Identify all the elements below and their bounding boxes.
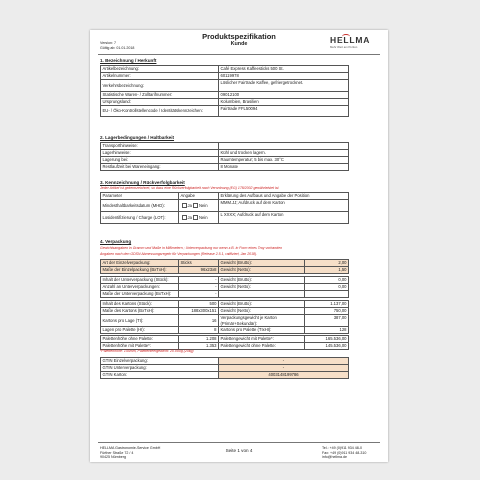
- table-row: [101, 212, 349, 224]
- gtin-table: [100, 357, 349, 379]
- row-value: 145.536,00: [305, 343, 349, 350]
- table-row: [101, 73, 349, 80]
- spec-document-page: [90, 30, 388, 462]
- row-value: Raumtemperatur; 5 bis max. 30°C: [219, 157, 349, 164]
- table-row: [101, 143, 349, 150]
- footer-street: Fürther Straße 72 / 4: [100, 450, 134, 455]
- row-label: Inhalt der Unterverpackung (Stück):: [101, 277, 179, 284]
- row-value: 387,00: [305, 315, 349, 327]
- logo-tagline: Mehr Wert am Portion: [330, 45, 358, 49]
- row-label: Palettengewicht ohne Palette:: [219, 343, 305, 350]
- row-value: Löslicher Fairtrade Kaffee, gefriergetrocknet.: [219, 80, 349, 92]
- packaging-table-a: [100, 259, 349, 274]
- document-subtitle: Kunde: [230, 41, 248, 47]
- row-label: Kartons pro Lage (TI):: [101, 315, 179, 327]
- checkbox[interactable]: [182, 215, 187, 220]
- pallet-note: *Palettenhöhe: 145mm, Palettenleergewicht: 20.000g (20kg): [100, 349, 194, 353]
- row-value: 60119978: [219, 73, 349, 80]
- table-row: [101, 336, 349, 343]
- row-value: -: [179, 277, 219, 284]
- hellma-logo: [330, 36, 378, 49]
- document-header: [98, 30, 380, 55]
- row-label: Losidentifizierung / Charge (LOT):: [101, 212, 179, 224]
- footer-company: HELLMA Gastronomie-Service GmbH: [100, 446, 161, 450]
- packaging-table-d: [100, 335, 349, 350]
- table-row: [101, 66, 349, 73]
- col-parameter: Parameter: [101, 193, 179, 200]
- footer-fax: Fax: +49 (0)911 934 48-310: [322, 450, 367, 455]
- table-row: [101, 150, 349, 157]
- footer-email[interactable]: info@hellma.de: [322, 455, 348, 460]
- checkbox[interactable]: [193, 203, 198, 208]
- row-label: Palettenhöhe mit Palette*:: [101, 343, 179, 350]
- nein-label: Nein: [198, 214, 208, 220]
- row-value: 165.536,00: [305, 336, 349, 343]
- row-label: Lagerhinweise:: [101, 150, 219, 157]
- row-value: 1.137,00: [305, 301, 349, 308]
- row-label: Gewicht (Netto):: [219, 267, 305, 274]
- table-row: [101, 200, 349, 212]
- document-title: Produktspezifikation: [202, 32, 276, 41]
- section-1-table: [100, 65, 349, 117]
- section-4-note-2: Angaben nach den GDSN Abmessungsregeln für Verpackungen (Release 2.5.1, ratifiziert, Jan 2018).: [100, 252, 258, 256]
- nein-label: Nein: [198, 202, 208, 208]
- row-value: 96x23x8: [179, 267, 219, 274]
- row-label: Kartons pro Palette (TIxHI):: [219, 327, 305, 334]
- table-row: [101, 284, 349, 291]
- logo-name: HELLMA: [330, 35, 371, 45]
- row-value: 0,00: [305, 284, 349, 291]
- row-value: 8 Monate: [219, 164, 349, 171]
- logo-arc-icon: [342, 34, 350, 39]
- row-value: Sticks: [179, 260, 219, 267]
- checkbox[interactable]: [193, 215, 198, 220]
- row-value: 1.208: [179, 336, 219, 343]
- section-3-title: 3. Kennzeichnung / Rückverfolgbarkeit: [100, 180, 185, 185]
- section-1-title: 1. Bezeichnung / Herkunft: [100, 58, 157, 63]
- row-value: 750,00: [305, 308, 349, 315]
- row-value: Kühl und trocken lagern.: [219, 150, 349, 157]
- row-value: Café Express Kaffeesticks 500 St.: [219, 66, 349, 73]
- table-row: [101, 80, 349, 92]
- table-row: [101, 372, 349, 379]
- footer-contact: [322, 446, 378, 460]
- row-label: Gewicht (Netto):: [219, 308, 305, 315]
- row-value: 09012100: [219, 92, 349, 99]
- row-value: L XXXX; Aufdruck auf dem Karton: [219, 212, 349, 224]
- row-label: Maße der Unterverpackung (BxTxH):: [101, 291, 179, 298]
- table-header-row: [101, 193, 349, 200]
- row-label: Maße des Kartons (BxTxH):: [101, 308, 179, 315]
- ja-label: Ja: [187, 202, 192, 208]
- col-angabe: Angabe: [179, 193, 219, 200]
- row-label: Palettenhöhe ohne Palette:: [101, 336, 179, 343]
- row-value: 1.353: [179, 343, 219, 350]
- section-2-title: 2. Lagerbedingungen / Haltbarkeit: [100, 135, 175, 140]
- packaging-table-b: [100, 276, 349, 298]
- row-label: Artikelbezeichnung:: [101, 66, 219, 73]
- row-label: Palettengewicht mit Palette*:: [219, 336, 305, 343]
- row-label: EU- / Öko-Kontrollstellencode / Identitätskennzeichen:: [101, 106, 219, 117]
- row-label: Transporthinweise:: [101, 143, 219, 150]
- row-value: 1,50: [305, 267, 349, 274]
- table-row: [101, 106, 349, 117]
- row-value: 128: [305, 327, 349, 334]
- footer-phone: Tel.: +49 (0)911 934 48-0: [322, 446, 362, 450]
- row-value: -: [179, 284, 219, 291]
- table-row: [101, 358, 349, 365]
- section-3-table: [100, 192, 349, 224]
- table-row: [101, 301, 349, 308]
- row-value: Fairtrade FFL50094: [219, 106, 349, 117]
- table-row: [101, 164, 349, 171]
- row-value: [219, 143, 349, 150]
- page-number: Seite 1 von 4: [225, 448, 253, 453]
- valid-from-label: Gültig ab: 01.01.2018: [100, 46, 135, 50]
- row-value: -: [179, 291, 219, 298]
- row-value: Kolumbien, Brasilien: [219, 99, 349, 106]
- row-value: 8: [179, 327, 219, 334]
- table-row: [101, 277, 349, 284]
- table-row: [101, 157, 349, 164]
- section-3-note: Jeder Artikel ist gekennzeichnet, so dass eine Rückverfolgbarkeit nach Verordnung (EG) 178/2002 gewährleistet ist.: [100, 186, 280, 190]
- row-value: -: [219, 365, 349, 372]
- row-label: Gewicht (Brutto):: [219, 301, 305, 308]
- row-value: 4003148199786: [219, 372, 349, 379]
- row-value: -: [219, 358, 349, 365]
- row-label: Inhalt des Kartons (Stück):: [101, 301, 179, 308]
- yes-no-choice: [179, 200, 219, 212]
- table-row: [101, 99, 349, 106]
- table-row: [101, 267, 349, 274]
- document-footer: [98, 442, 380, 461]
- table-row: [101, 291, 349, 298]
- row-value: 188x300x151: [179, 308, 219, 315]
- row-value: 0,00: [305, 277, 349, 284]
- row-label: Gewicht (Brutto):: [219, 277, 305, 284]
- row-value: 500: [179, 301, 219, 308]
- yes-no-choice: [179, 212, 219, 224]
- row-label: Verpackungsgewicht je Karton (Primär+Sekundär):: [219, 315, 305, 327]
- row-label: Statistische Waren- / Zolltarifnummer:: [101, 92, 219, 99]
- checkbox[interactable]: [182, 203, 187, 208]
- table-row: [101, 365, 349, 372]
- footer-city: 90425 Nürnberg: [100, 455, 126, 460]
- row-label: Maße der Einzelpackung (BxTxH):: [101, 267, 179, 274]
- col-erklaerung: Erklärung des Aufbaus und Angabe der Position: [219, 193, 349, 200]
- table-row: [101, 260, 349, 267]
- section-2-table: [100, 142, 349, 171]
- row-label: GTIN Karton:: [101, 372, 219, 379]
- row-label: Art der Einzelverpackung:: [101, 260, 179, 267]
- section-4-note-1: Gewichtsangaben in Gramm und Maße in Millimetern ; Unterverpackung nur wenn z.B. in Form eines Tray vorhanden: [100, 246, 283, 250]
- ja-label: Ja: [187, 214, 192, 220]
- row-label: [219, 291, 305, 298]
- table-row: [101, 315, 349, 327]
- row-label: Artikelnummer:: [101, 73, 219, 80]
- row-label: Ursprungsland:: [101, 99, 219, 106]
- packaging-table-c: [100, 300, 349, 334]
- row-label: Anzahl an Unterverpackungen:: [101, 284, 179, 291]
- version-label: Version: 7: [100, 41, 116, 45]
- row-label: Gewicht (Brutto):: [219, 260, 305, 267]
- row-label: Verkehrsbezeichnung:: [101, 80, 219, 92]
- row-label: Restlaufzeit bei Wareneingang:: [101, 164, 219, 171]
- row-label: Lagerung bei:: [101, 157, 219, 164]
- table-row: [101, 308, 349, 315]
- row-label: Lagen pro Palette (HI):: [101, 327, 179, 334]
- row-value: [305, 291, 349, 298]
- table-row: [101, 92, 349, 99]
- row-value: 2,00: [305, 260, 349, 267]
- table-row: [101, 327, 349, 334]
- section-4-title: 4. Verpackung: [100, 239, 132, 244]
- row-label: GTIN Einzelverpackung:: [101, 358, 219, 365]
- row-label: Gewicht (Netto):: [219, 284, 305, 291]
- row-value: 16: [179, 315, 219, 327]
- row-label: Mindesthaltbarkeitsdatum (MHD):: [101, 200, 179, 212]
- row-value: MMM.JJ; Aufdruck auf dem Karton: [219, 200, 349, 212]
- row-label: GTIN Unterverpackung:: [101, 365, 219, 372]
